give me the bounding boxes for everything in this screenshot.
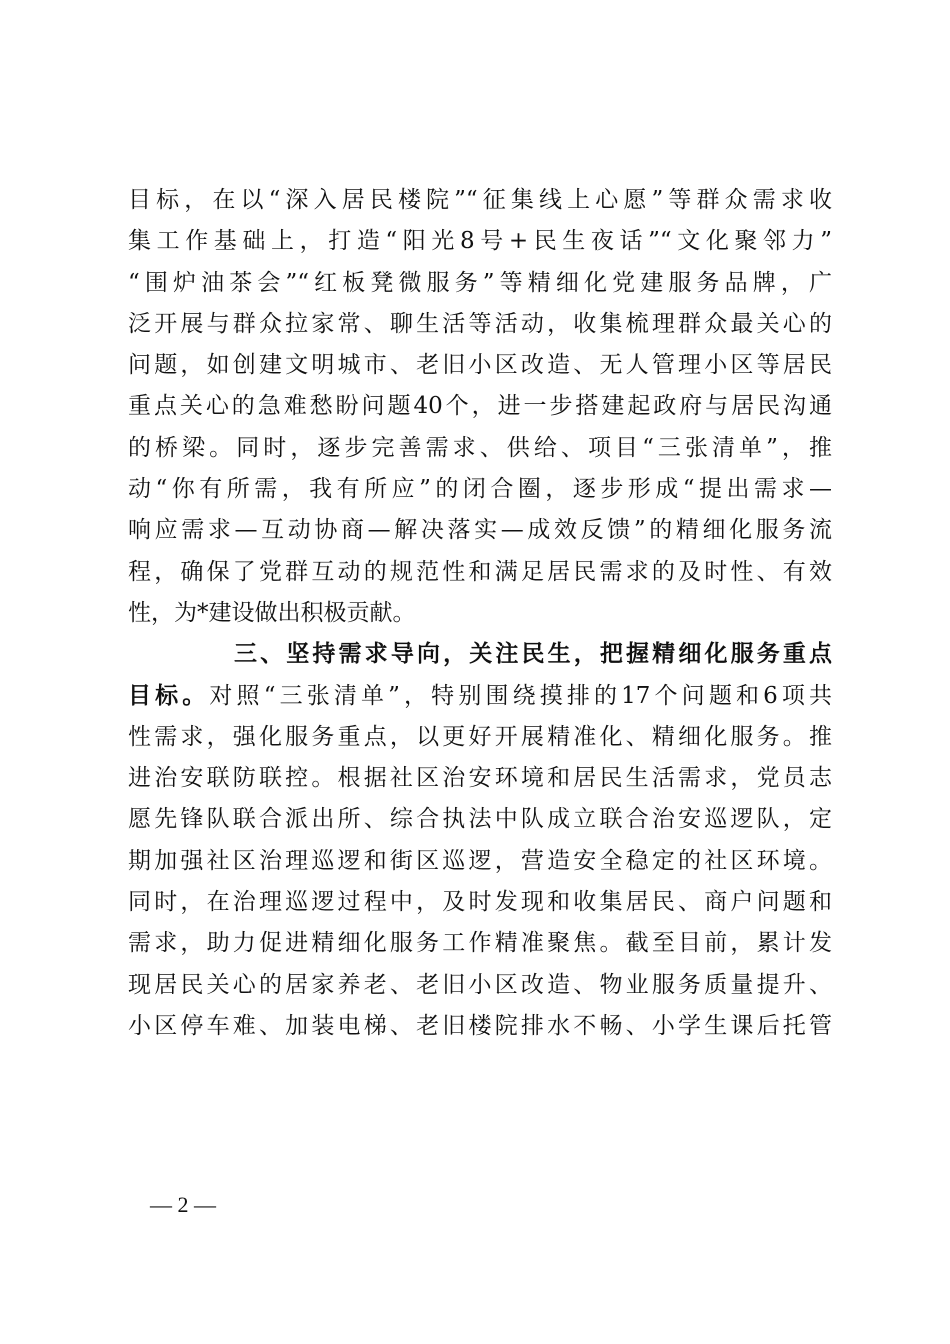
- text-line: 目标，在以“深入居民楼院”“征集线上心愿”等群众需求收: [128, 187, 832, 213]
- text-line: [128, 676, 832, 717]
- text-line: 需求，助力促进精细化服务工作精准聚焦。截至目前，累计发: [128, 930, 832, 957]
- section-three: [128, 634, 832, 1047]
- text-line: 动“你有所需，我有所应”的闭合圈，逐步形成“提出需求—: [128, 476, 832, 503]
- text-line: 同时，在治理巡逻过程中，及时发现和收集居民、商户问题和: [128, 889, 832, 916]
- text-line: 小区停车难、加装电梯、老旧楼院排水不畅、小学生课后托管: [128, 1012, 832, 1039]
- text-line: 性，为*建设做出积极贡献。: [128, 599, 416, 626]
- text-line: 集工作基础上，打造“阳光8号+民生夜话”“文化聚邻力”: [128, 228, 832, 255]
- text-line: 的桥梁。同时，逐步完善需求、供给、项目“三张清单”，推: [128, 434, 832, 461]
- text-line: 程，确保了党群互动的规范性和满足居民需求的及时性、有效: [128, 558, 832, 585]
- text-line: 现居民关心的居家养老、老旧小区改造、物业服务质量提升、: [128, 971, 832, 998]
- text-line: 问题，如创建文明城市、老旧小区改造、无人管理小区等居民: [128, 352, 832, 379]
- paragraph-continuation: [128, 180, 832, 634]
- text-line: 重点关心的急难愁盼问题40个，进一步搭建起政府与居民沟通: [128, 393, 832, 420]
- section-heading: 三、坚持需求导向，关注民生，把握精细化服务重点: [234, 641, 832, 668]
- page-number: — 2 —: [150, 1192, 216, 1217]
- section-text: 对照“三张清单”，特别围绕摸排的17个问题和6项共: [209, 682, 833, 709]
- text-line: 响应需求—互动协商—解决落实—成效反馈”的精细化服务流: [128, 517, 832, 544]
- text-line: “围炉油茶会”“红板凳微服务”等精细化党建服务品牌，广: [128, 269, 832, 296]
- section-heading-end: 目标。: [128, 682, 210, 709]
- text-line: 愿先锋队联合派出所、综合执法中队成立联合治安巡逻队，定: [128, 806, 832, 833]
- document-body: [128, 180, 832, 1047]
- text-line: 性需求，强化服务重点，以更好开展精准化、精细化服务。推: [128, 723, 832, 750]
- text-line: 泛开展与群众拉家常、聊生活等活动，收集梳理群众最关心的: [128, 310, 832, 337]
- text-line: 期加强社区治理巡逻和街区巡逻，营造安全稳定的社区环境。: [128, 847, 832, 874]
- text-line: 进治安联防联控。根据社区治安环境和居民生活需求，党员志: [128, 765, 832, 792]
